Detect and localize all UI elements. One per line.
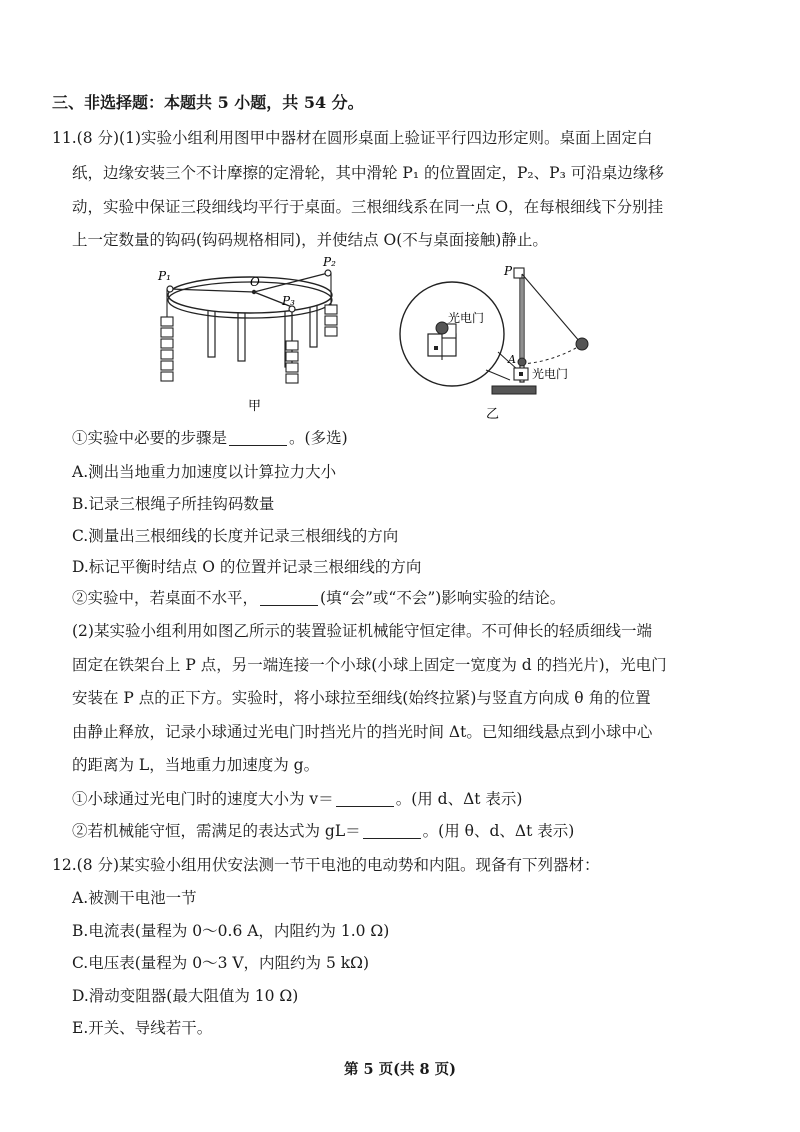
inset-ball xyxy=(436,322,448,334)
inset-gate-label: 光电门 xyxy=(448,311,485,325)
q12-item-b: B.电流表(量程为 0～0.6 A，内阻约为 1.0 Ω) xyxy=(72,922,390,940)
answer-blank[interactable] xyxy=(260,589,318,606)
q11-stem-line-2: 纸，边缘安装三个不计摩擦的定滑轮，其中滑轮 P₁ 的位置固定，P₂、P₃ 可沿桌边缘移 xyxy=(72,164,664,182)
q11-part1-q2: ②实验中，若桌面不水平， (填“会”或“不会”)影响实验的结论。 xyxy=(72,589,566,607)
pendulum-ball xyxy=(576,338,588,350)
section-title: 三、非选择题：本题共 5 小题，共 54 分。 xyxy=(52,93,364,112)
pulley-p1 xyxy=(167,286,173,292)
option-a: A.测出当地重力加速度以计算拉力大小 xyxy=(72,463,337,481)
q12-item-d: D.滑动变阻器(最大阻值为 10 Ω) xyxy=(72,987,299,1005)
label-a: A xyxy=(508,353,516,366)
label-p3: P₃ xyxy=(282,294,295,308)
page-number: 第 5 页(共 8 页) xyxy=(343,1061,457,1078)
option-c: C.测量出三根细线的长度并记录三根细线的方向 xyxy=(72,527,399,545)
option-d: D.标记平衡时结点 O 的位置并记录三根细线的方向 xyxy=(72,558,422,576)
label-o: O xyxy=(250,275,260,289)
q11-part2-q2: ②若机械能守恒，需满足的表达式为 gL＝ 。(用 θ、d、Δt 表示) xyxy=(72,822,575,840)
weights-p2 xyxy=(325,305,337,336)
q11-stem-line-4: 上一定数量的钩码(钩码规格相同)，并使结点 O(不与桌面接触)静止。 xyxy=(72,231,548,249)
q12-item-e: E.开关、导线若干。 xyxy=(72,1019,213,1037)
option-b: B.记录三根绳子所挂钩码数量 xyxy=(72,495,275,513)
swing-path xyxy=(522,348,576,364)
q11-part1-q1: ①实验中必要的步骤是 。(多选) xyxy=(72,429,348,447)
label-p2: P₂ xyxy=(323,255,336,269)
figure-yi xyxy=(390,262,620,422)
weights-p1 xyxy=(161,317,173,381)
stand-base xyxy=(492,386,536,394)
figure-yi-label: 乙 xyxy=(486,407,500,422)
q11-part2-line-1: (2)某实验小组利用如图乙所示的装置验证机械能守恒定律。不可伸长的轻质细线一端 xyxy=(72,622,652,640)
q11-part2-line-4: 由静止释放，记录小球通过光电门时挡光片的挡光时间 Δt。已知细线悬点到小球中心 xyxy=(72,723,653,741)
label-p: P xyxy=(504,264,513,278)
q11-part2-q1: ①小球通过光电门时的速度大小为 v＝ 。(用 d、Δt 表示) xyxy=(72,790,523,808)
q11-stem-line-1: 11.(8 分)(1)实验小组利用图甲中器材在圆形桌面上验证平行四边形定则。桌面上固定白 xyxy=(52,129,653,147)
q11-part2-line-5: 的距离为 L，当地重力加速度为 g。 xyxy=(72,756,320,774)
q11-part2-line-2: 固定在铁架台上 P 点，另一端连接一个小球(小球上固定一宽度为 d 的挡光片)，光电门 xyxy=(72,656,667,674)
pendulum-string xyxy=(522,274,580,342)
figure-jia-label: 甲 xyxy=(248,399,262,414)
answer-blank[interactable] xyxy=(336,790,394,807)
q12-item-c: C.电压表(量程为 0～3 V，内阻约为 5 kΩ) xyxy=(72,954,370,972)
answer-blank[interactable] xyxy=(229,429,287,446)
q12-stem: 12.(8 分)某实验小组用伏安法测一节干电池的电动势和内阻。现备有下列器材： xyxy=(52,856,600,874)
q11-stem-line-3: 动，实验中保证三段细线均平行于桌面。三根细线系在同一点 O，在每根细线下分别挂 xyxy=(72,198,664,216)
figure-jia xyxy=(150,255,360,415)
pulley-p2 xyxy=(325,270,331,276)
answer-blank[interactable] xyxy=(363,822,421,839)
q12-item-a: A.被测干电池一节 xyxy=(72,889,197,907)
gate-label: 光电门 xyxy=(532,367,569,381)
label-p1: P₁ xyxy=(158,269,171,283)
q11-part2-line-3: 安装在 P 点的正下方。实验时，将小球拉至细线(始终拉紧)与竖直方向成 θ 角的位置 xyxy=(72,689,651,707)
knot-o xyxy=(252,290,256,294)
